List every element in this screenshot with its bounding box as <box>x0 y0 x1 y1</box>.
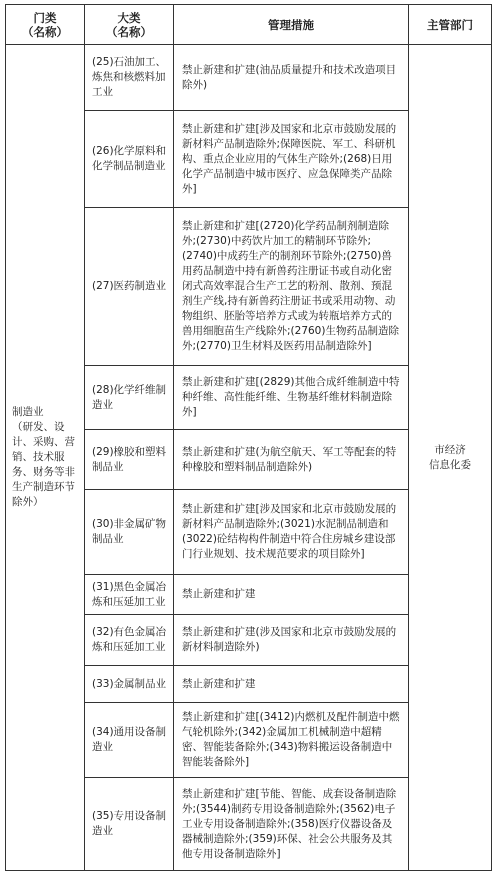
measures-cell: 禁止新建和扩建(油品质量提升和技术改造项目除外) <box>174 45 409 111</box>
measures-cell: 禁止新建和扩建[(2829)其他合成纤维制造中特种纤维、高性能纤维、生物基纤维材料制造除外] <box>174 366 409 430</box>
measures-cell: 禁止新建和扩建(涉及国家和北京市鼓励发展的新材料制造除外) <box>174 615 409 666</box>
gate-cell: 制造业 （研发、设计、采购、营销、技术服务、财务等非生产制造环节除外） <box>6 45 85 871</box>
table-row <box>6 45 492 111</box>
header-measures: 管理措施 <box>174 5 409 45</box>
management-table <box>5 4 492 871</box>
header-category: 大类 （名称） <box>85 5 174 45</box>
department-cell: 市经济 信息化委 <box>409 45 492 871</box>
measures-cell: 禁止新建和扩建[(3412)内燃机及配件制造中燃气轮机除外;(342)金属加工机械制造中超精密、智能装备除外;(343)物料搬运设备制造中智能装备除外] <box>174 703 409 778</box>
measures-cell: 禁止新建和扩建 <box>174 575 409 615</box>
category-cell: (35)专用设备制造业 <box>85 778 174 871</box>
category-cell: (33)金属制品业 <box>85 666 174 703</box>
category-cell: (32)有色金属冶炼和压延加工业 <box>85 615 174 666</box>
measures-cell: 禁止新建和扩建[涉及国家和北京市鼓励发展的新材料产品制造除外;保障医院、军工、科研机构、重点企业应用的气体生产除外;(268)日用化学产品制造中城市医疗、应急保障类产品除外] <box>174 111 409 208</box>
category-cell: (25)石油加工、炼焦和核燃料加工业 <box>85 45 174 111</box>
measures-cell: 禁止新建和扩建[(2720)化学药品制剂制造除外;(2730)中药饮片加工的精制环节除外;(2740)中成药生产的制剂环节除外;(2750)兽用药品制造中持有新兽药注册证书或自动化密闭式高效率混合生产工艺的粉剂、散剂、预混剂生产线,持有新兽药注册证书或采用动物、动物组织、胚胎等培养方式或为转瓶培养方式的兽用细胞苗生产线除外;(2760)生物药品制造除外;(2770)卫生材料及医药用品制造除外] <box>174 208 409 366</box>
header-gate: 门类 （名称） <box>6 5 85 45</box>
category-cell: (31)黑色金属冶炼和压延加工业 <box>85 575 174 615</box>
category-cell: (28)化学纤维制造业 <box>85 366 174 430</box>
category-cell: (34)通用设备制造业 <box>85 703 174 778</box>
measures-cell: 禁止新建和扩建 <box>174 666 409 703</box>
category-cell: (30)非金属矿物制品业 <box>85 490 174 575</box>
measures-cell: 禁止新建和扩建[节能、智能、成套设备制造除外;(3544)制药专用设备制造除外;(3562)电子工业专用设备制造除外;(358)医疗仪器设备及器械制造除外;(359)环保、社会公共服务及其他专用设备制造除外] <box>174 778 409 871</box>
header-row <box>6 5 492 45</box>
measures-cell: 禁止新建和扩建[涉及国家和北京市鼓励发展的新材料产品制造除外;(3021)水泥制品制造和(3022)砼结构构件制造中符合住房城乡建设部门行业规划、技术规范要求的项目除外] <box>174 490 409 575</box>
category-cell: (29)橡胶和塑料制品业 <box>85 430 174 490</box>
category-cell: (27)医药制造业 <box>85 208 174 366</box>
category-cell: (26)化学原料和化学制品制造业 <box>85 111 174 208</box>
measures-cell: 禁止新建和扩建(为航空航天、军工等配套的特种橡胶和塑料制品制造除外) <box>174 430 409 490</box>
header-department: 主管部门 <box>409 5 492 45</box>
